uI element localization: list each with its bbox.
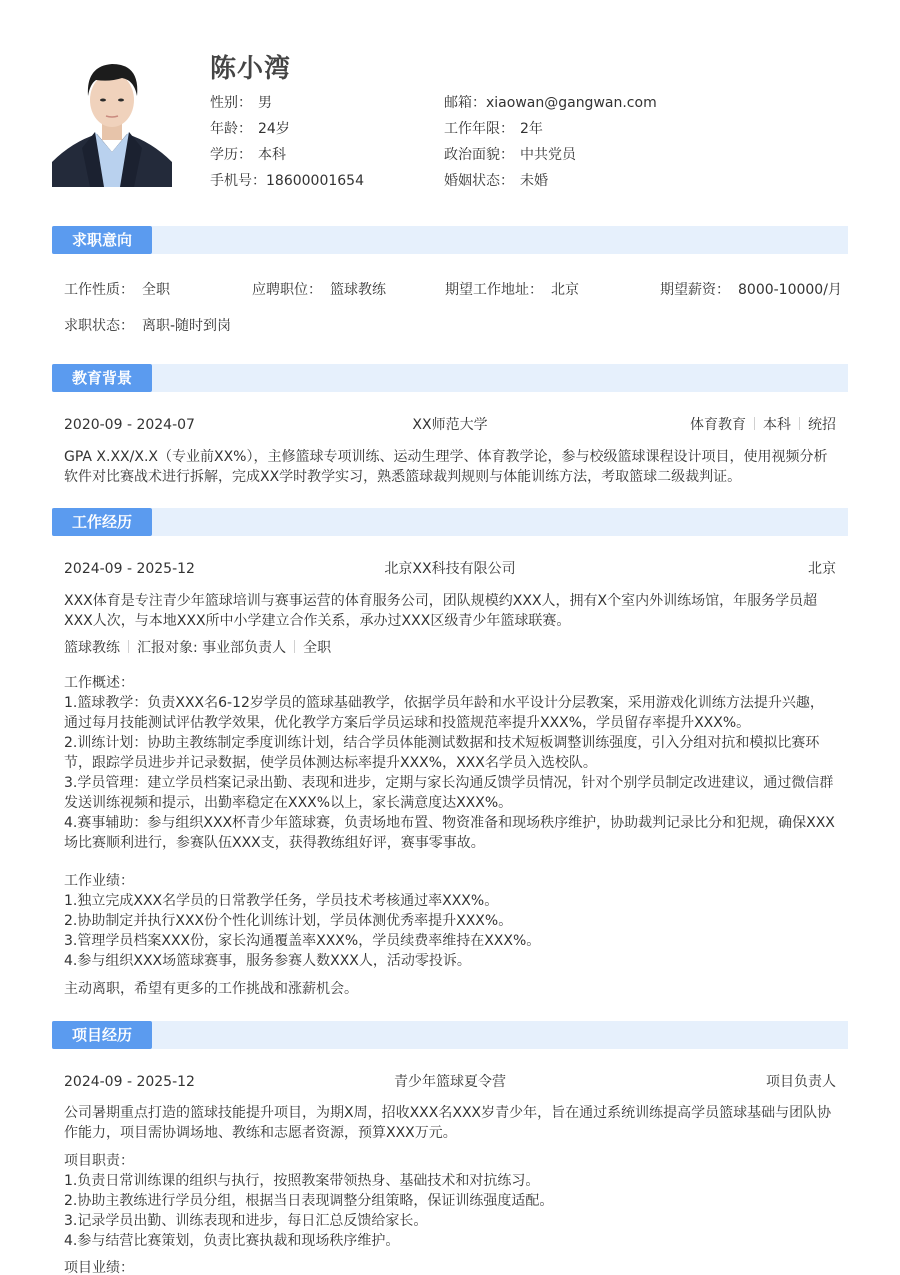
work-header [64,559,836,579]
work-overview [64,673,836,853]
project-name: 青少年篮球夏令营 [394,1074,506,1090]
divider [128,640,129,653]
education-header [64,415,836,435]
work-company: 北京XX科技有限公司 [384,561,516,577]
info-value: 中共党员 [520,147,576,163]
info-value: xiaowan@gangwan.com [486,95,657,111]
section-title: 求职意向 [52,226,152,254]
results-item: 1.独立完成XXX名学员的日常教学任务，学员技术考核通过率XXX%。 [64,893,499,909]
info-label: 邮箱： [444,95,486,111]
work-date: 2024-09 - 2025-12 [64,561,195,577]
section-title: 教育背景 [52,364,152,392]
tag-degree: 本科 [763,417,791,433]
duties-item: 3.记录学员出勤、训练表现和进步，每日汇总反馈给家长。 [64,1213,428,1229]
tag-report-to: 汇报对象: 事业部负责人 [137,640,287,656]
candidate-name: 陈小湾 [210,54,292,84]
overview-item: 2.训练计划：协助主教练制定季度训练计划，结合学员体能测试数据和技术短板调整训练强度，引入分组对抗和模拟比赛环节，跟踪学员进步并记录数据，使学员体测达标率提升XXX%，XXX名学员入选校队。 [64,735,820,771]
project-header [64,1072,836,1092]
tag-position: 篮球教练 [64,640,120,656]
tag-major: 体育教育 [690,417,746,433]
results-item: 3.管理学员档案XXX份，家长沟通覆盖率XXX%，学员续费率维持在XXX%。 [64,933,541,949]
overview-item: 4.赛事辅助：参与组织XXX杯青少年篮球赛，负责场地布置、物资准备和现场秩序维护，协助裁判记录比分和犯规，确保XXX场比赛顺利进行，参赛队伍XXX支，获得教练组好评，赛事零事故。 [64,815,835,851]
info-value: 2年 [520,121,543,137]
info-label: 性别： [210,95,252,111]
project-intro: 公司暑期重点打造的篮球技能提升项目，为期X周，招收XXX名XXX岁青少年，旨在通过系统训练提高学员篮球基础与团队协作能力，项目需协调场地、教练和志愿者资源，预算XXX万元。 [64,1105,832,1141]
leave-reason: 主动离职，希望有更多的工作挑战和涨薪机会。 [64,981,358,997]
person-photo-icon [52,52,172,187]
duties-item: 2.协助主教练进行学员分组，根据当日表现调整分组策略，保证训练强度适配。 [64,1193,554,1209]
duties-item: 1.负责日常训练课的组织与执行，按照教案带领热身、基础技术和对抗练习。 [64,1173,540,1189]
info-label: 工作年限： [444,121,514,137]
info-age [210,118,364,144]
divider [799,417,800,430]
work-tags [64,638,836,658]
duties-item: 4.参与结营比赛策划，负责比赛执裁和现场秩序维护。 [64,1233,400,1249]
education-description: GPA X.XX/X.X（专业前XX%），主修篮球专项训练、运动生理学、体育教学论，参与校级篮球课程设计项目，使用视频分析软件对比赛战术进行拆解，完成XX学时教学实习，熟悉篮球裁判规则与体能训练方法，考取篮球二级裁判证。 [64,449,828,485]
section-project-experience [52,1021,848,1049]
divider [294,640,295,653]
results-title: 工作业绩： [64,873,134,889]
info-label: 政治面貌： [444,147,514,163]
overview-title: 工作概述： [64,675,134,691]
section-title: 工作经历 [52,508,152,536]
intent-value: 篮球教练 [330,282,386,298]
info-gender [210,92,364,118]
tag-enrollment: 统招 [808,417,836,433]
tag-job-type: 全职 [303,640,332,656]
intent-value: 8000-10000/月 [738,282,842,298]
section-job-intent [52,226,848,254]
overview-item: 3.学员管理：建立学员档案记录出勤、表现和进步，定期与家长沟通反馈学员情况，针对个别学员制定改进建议，通过微信群发送训练视频和提示，出勤率稳定在XXX%以上，家长满意度达XXX%。 [64,775,834,811]
intent-location [445,280,579,300]
intent-label: 求职状态： [64,318,134,334]
section-work-experience [52,508,848,536]
intent-position [252,280,386,300]
work-results [64,871,836,971]
intent-status [64,316,231,336]
info-label: 手机号： [210,173,266,189]
info-value: 24岁 [258,121,290,137]
info-education [210,144,364,170]
education-tags [690,415,836,435]
divider [754,417,755,430]
intent-salary [660,280,842,300]
info-value: 未婚 [520,173,548,189]
profile-photo [52,52,172,187]
basic-info-left [210,92,364,196]
info-label: 婚姻状态： [444,173,514,189]
info-value: 18600001654 [266,173,364,189]
work-city: 北京 [808,561,836,577]
project-role: 项目负责人 [766,1074,836,1090]
info-marital-status [444,170,657,196]
intent-value: 全职 [142,282,170,298]
info-label: 学历： [210,147,252,163]
intent-label: 应聘职位： [252,282,322,298]
results-item: 2.协助制定并执行XXX份个性化训练计划，学员体测优秀率提升XXX%。 [64,913,513,929]
info-political-status [444,144,657,170]
info-value: 男 [258,95,272,111]
intent-label: 工作性质： [64,282,134,298]
info-value: 本科 [258,147,286,163]
overview-item: 1.篮球教学：负责XXX名6-12岁学员的篮球基础教学，依据学员年龄和水平设计分层教案，采用游戏化训练方法提升兴趣，通过每月技能测试评估教学效果，优化教学方案后学员运球和投篮规范率提升XXX%，学员留存率提升XXX%。 [64,695,824,731]
info-work-years [444,118,657,144]
info-label: 年龄： [210,121,252,137]
intent-value: 离职-随时到岗 [142,318,232,334]
section-title: 项目经历 [52,1021,152,1049]
section-education [52,364,848,392]
basic-info-right [444,92,657,196]
info-email [444,92,657,118]
intent-label: 期望工作地址： [445,282,543,298]
education-school: XX师范大学 [412,417,488,433]
info-phone [210,170,364,196]
education-date: 2020-09 - 2024-07 [64,417,195,433]
intent-value: 北京 [551,282,579,298]
results-item: 4.参与组织XXX场篮球赛事，服务参赛人数XXX人，活动零投诉。 [64,953,471,969]
project-results-title: 项目业绩： [64,1260,134,1275]
project-date: 2024-09 - 2025-12 [64,1074,195,1090]
duties-title: 项目职责： [64,1153,134,1169]
project-duties [64,1151,836,1251]
intent-label: 期望薪资： [660,282,730,298]
company-intro: XXX体育是专注青少年篮球培训与赛事运营的体育服务公司，团队规模约XXX人，拥有X个室内外训练场馆，年服务学员超XXX人次，与本地XXX所中小学建立合作关系，承办过XXX区级青少年篮球联赛。 [64,593,818,629]
intent-job-type [64,280,170,300]
